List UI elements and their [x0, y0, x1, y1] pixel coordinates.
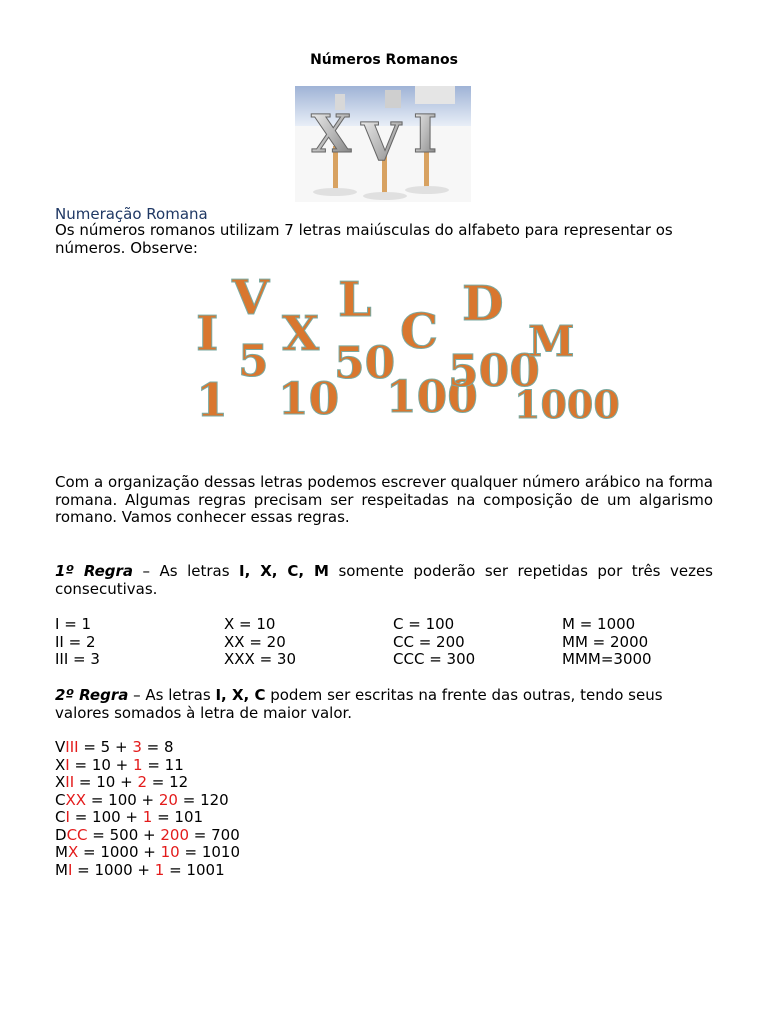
example-line — [55, 827, 240, 845]
example-added: I — [65, 755, 70, 774]
intro-paragraph: Os números romanos utilizam 7 letras maiúsculas do alfabeto para representar os números. Observe: — [55, 221, 673, 257]
rule-1-cell: M = 1000 — [562, 615, 636, 633]
example-added: II — [65, 773, 75, 791]
rule-1-cell: MMM=3000 — [562, 650, 652, 668]
example-line — [55, 862, 240, 880]
rule-1-text: somente poderão ser repetidas por três vezes consecutivas. — [55, 562, 713, 598]
rule-1-column — [393, 616, 563, 669]
example-eq: = 1000 + — [78, 843, 161, 861]
numeral-letter: I — [196, 306, 219, 362]
hero-letter: V — [361, 112, 402, 173]
example-added: III — [65, 738, 79, 756]
example-addend: 3 — [132, 738, 142, 756]
example-result: = 700 — [189, 825, 240, 844]
hero-letter: X — [311, 104, 352, 165]
example-result: = 12 — [146, 773, 189, 791]
example-eq: = 5 + — [78, 738, 133, 756]
numeral-letter: C — [400, 304, 439, 360]
example-base: X — [55, 755, 66, 774]
numeral-value: 10 — [278, 374, 340, 425]
rule-1-cell: III = 3 — [55, 650, 100, 668]
example-addend: 20 — [158, 790, 178, 809]
example-result: = 120 — [177, 790, 229, 809]
rule-1-column — [55, 616, 225, 669]
example-base: V — [55, 738, 66, 756]
example-eq: = 100 + — [86, 790, 159, 809]
rule-2-text: podem ser escritas na frente das outras, tendo seus valores somados à letra de maior valor. — [55, 686, 663, 722]
rule-2 — [55, 687, 713, 722]
example-added: CC — [66, 825, 88, 844]
rule-2-letters: I, X, C — [215, 686, 266, 704]
numeral-letter: M — [528, 317, 575, 366]
example-base: M — [55, 860, 68, 879]
example-eq: = 1000 + — [72, 860, 155, 879]
example-added: X — [67, 843, 79, 861]
rule-1-label: 1º Regra — [55, 562, 134, 580]
example-result: = 1001 — [164, 860, 225, 879]
rule-2-label: 2º Regra — [55, 686, 129, 704]
rule-1-cell: MM = 2000 — [562, 632, 649, 651]
example-eq: = 100 + — [69, 808, 143, 826]
numeral-value: 500 — [448, 346, 540, 397]
hero-letter: I — [413, 104, 438, 165]
example-addend: 1 — [154, 860, 165, 879]
numeral-letter: X — [282, 306, 320, 362]
example-added: I — [67, 860, 73, 879]
rule-1-cell: XX = 20 — [224, 632, 286, 651]
example-addend: 10 — [160, 843, 180, 861]
example-base: X — [55, 773, 66, 791]
example-base: C — [55, 790, 66, 809]
roman-signs-illustration — [295, 86, 471, 202]
roman-numerals-illustration — [190, 268, 620, 427]
rule-1-column — [562, 616, 732, 669]
example-result: = 11 — [142, 755, 184, 774]
rule-1-letters: I, X, C, M — [239, 562, 329, 580]
numeral-value: 50 — [334, 338, 396, 389]
example-added: XX — [65, 790, 87, 809]
rule-2-dash: – As letras — [128, 686, 216, 704]
numeral-value: 5 — [238, 336, 269, 387]
example-line — [55, 844, 240, 862]
example-addend: 200 — [160, 825, 189, 844]
example-base: C — [55, 808, 66, 826]
numeral-letter: L — [338, 272, 372, 328]
rule-1-cell: CC = 200 — [393, 632, 465, 651]
example-eq: = 500 + — [87, 825, 161, 844]
rule-1-column — [224, 616, 394, 669]
numeral-value: 1000 — [514, 382, 620, 427]
numeral-letter: D — [462, 276, 504, 332]
example-line — [55, 792, 240, 810]
rules-intro-paragraph: Com a organização dessas letras podemos escrever qualquer número arábico na forma romana. Algumas regras precisam ser respeitadas na composição de um algarismo romano. Vamos conhecer essas regras. — [55, 473, 713, 526]
rule-1-cell: XXX = 30 — [224, 650, 297, 668]
rule-1-dash: – As letras — [133, 562, 239, 580]
example-base: D — [55, 825, 67, 844]
rule-2-examples — [55, 739, 240, 879]
rule-1-cell: II = 2 — [55, 632, 96, 651]
rule-1-cell: CCC = 300 — [393, 650, 476, 668]
rule-1-cell: C = 100 — [393, 615, 455, 633]
example-eq: = 10 + — [69, 755, 134, 774]
example-added: I — [65, 808, 70, 826]
numeral-value: 100 — [386, 372, 478, 423]
example-line — [55, 739, 240, 757]
example-base: M — [55, 843, 68, 861]
example-addend: 1 — [142, 808, 153, 826]
numeral-value: 1 — [196, 373, 229, 427]
example-line — [55, 757, 240, 775]
page-title: Números Romanos — [310, 52, 458, 68]
example-result: = 8 — [141, 738, 174, 756]
subheading: Numeração Romana — [55, 205, 208, 223]
example-addend: 2 — [137, 773, 147, 791]
example-result: = 1010 — [179, 843, 240, 861]
numeral-letter: V — [232, 270, 270, 326]
example-result: = 101 — [152, 808, 204, 826]
example-line — [55, 809, 240, 827]
example-addend: 1 — [133, 755, 143, 774]
rule-1-cell: I = 1 — [55, 615, 92, 633]
example-eq: = 10 + — [74, 773, 138, 791]
rule-1 — [55, 563, 713, 598]
rule-1-cell: X = 10 — [224, 615, 276, 633]
example-line — [55, 774, 240, 792]
